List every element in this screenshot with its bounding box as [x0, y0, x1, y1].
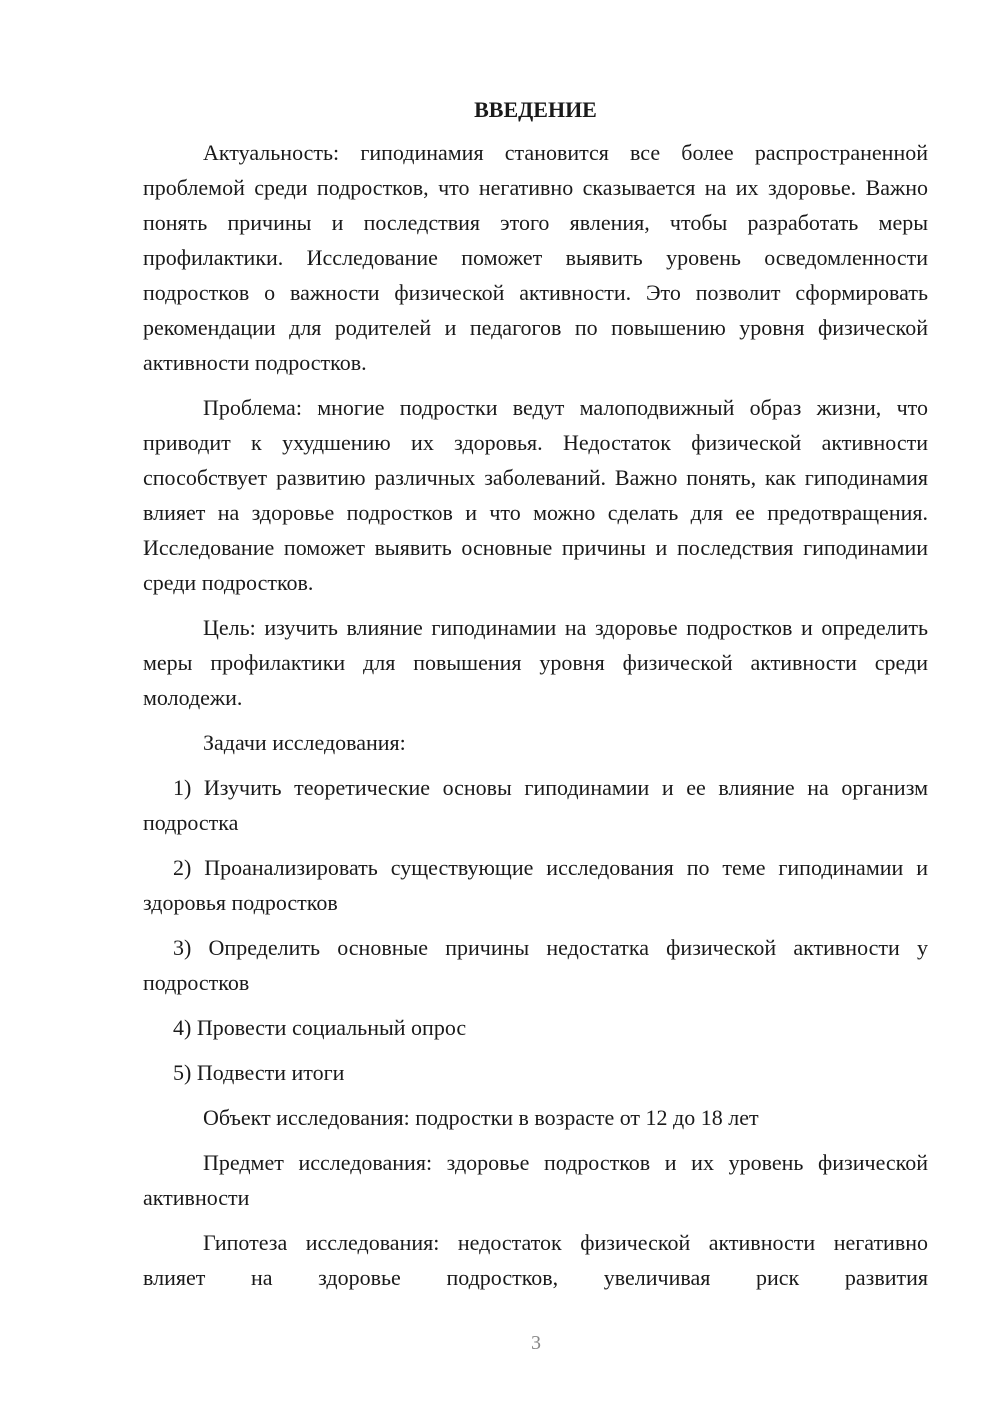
task-item-5: 5) Подвести итоги — [173, 1060, 345, 1085]
document-body — [143, 95, 928, 1305]
task-item-1: 1) Изучить теоретические основы гиподинамии и ее влияние на организм подростка — [143, 775, 928, 835]
section-title: ВВЕДЕНИЕ — [474, 97, 597, 122]
page-number: 3 — [531, 1332, 541, 1354]
object-paragraph: Объект исследования: подростки в возрасте от 12 до 18 лет — [203, 1105, 759, 1130]
subject-paragraph: Предмет исследования: здоровье подростков и их уровень физической активности — [143, 1150, 928, 1210]
relevance-paragraph: Актуальность: гиподинамия становится все более распространенной проблемой среди подростков, что негативно сказывается на их здоровье. Важно понять причины и последствия этого явления, чтобы разработать меры профилактики. Исследование поможет выявить уровень осведомленности подростков о важности физической активности. Это позволит сформировать рекомендации для родителей и педагогов по повышению уровня физической активности подростков. — [143, 140, 928, 375]
goal-paragraph: Цель: изучить влияние гиподинамии на здоровье подростков и определить меры профилактики для повышения уровня физической активности среди молодежи. — [143, 615, 928, 710]
task-item-4: 4) Провести социальный опрос — [173, 1015, 467, 1040]
task-item-3: 3) Определить основные причины недостатка физической активности у подростков — [143, 935, 928, 995]
hypothesis-paragraph: Гипотеза исследования: недостаток физической активности негативно влияет на здоровье подростков, увеличивая риск развития — [143, 1230, 928, 1290]
task-item-2: 2) Проанализировать существующие исследования по теме гиподинамии и здоровья подростков — [143, 855, 928, 915]
problem-paragraph: Проблема: многие подростки ведут малоподвижный образ жизни, что приводит к ухудшению их здоровья. Недостаток физической активности способствует развитию различных заболеваний. Важно понять, как гиподинамия влияет на здоровье подростков и что можно сделать для ее предотвращения. Исследование поможет выявить основные причины и последствия гиподинамии среди подростков. — [143, 395, 928, 595]
tasks-heading: Задачи исследования: — [203, 730, 406, 755]
